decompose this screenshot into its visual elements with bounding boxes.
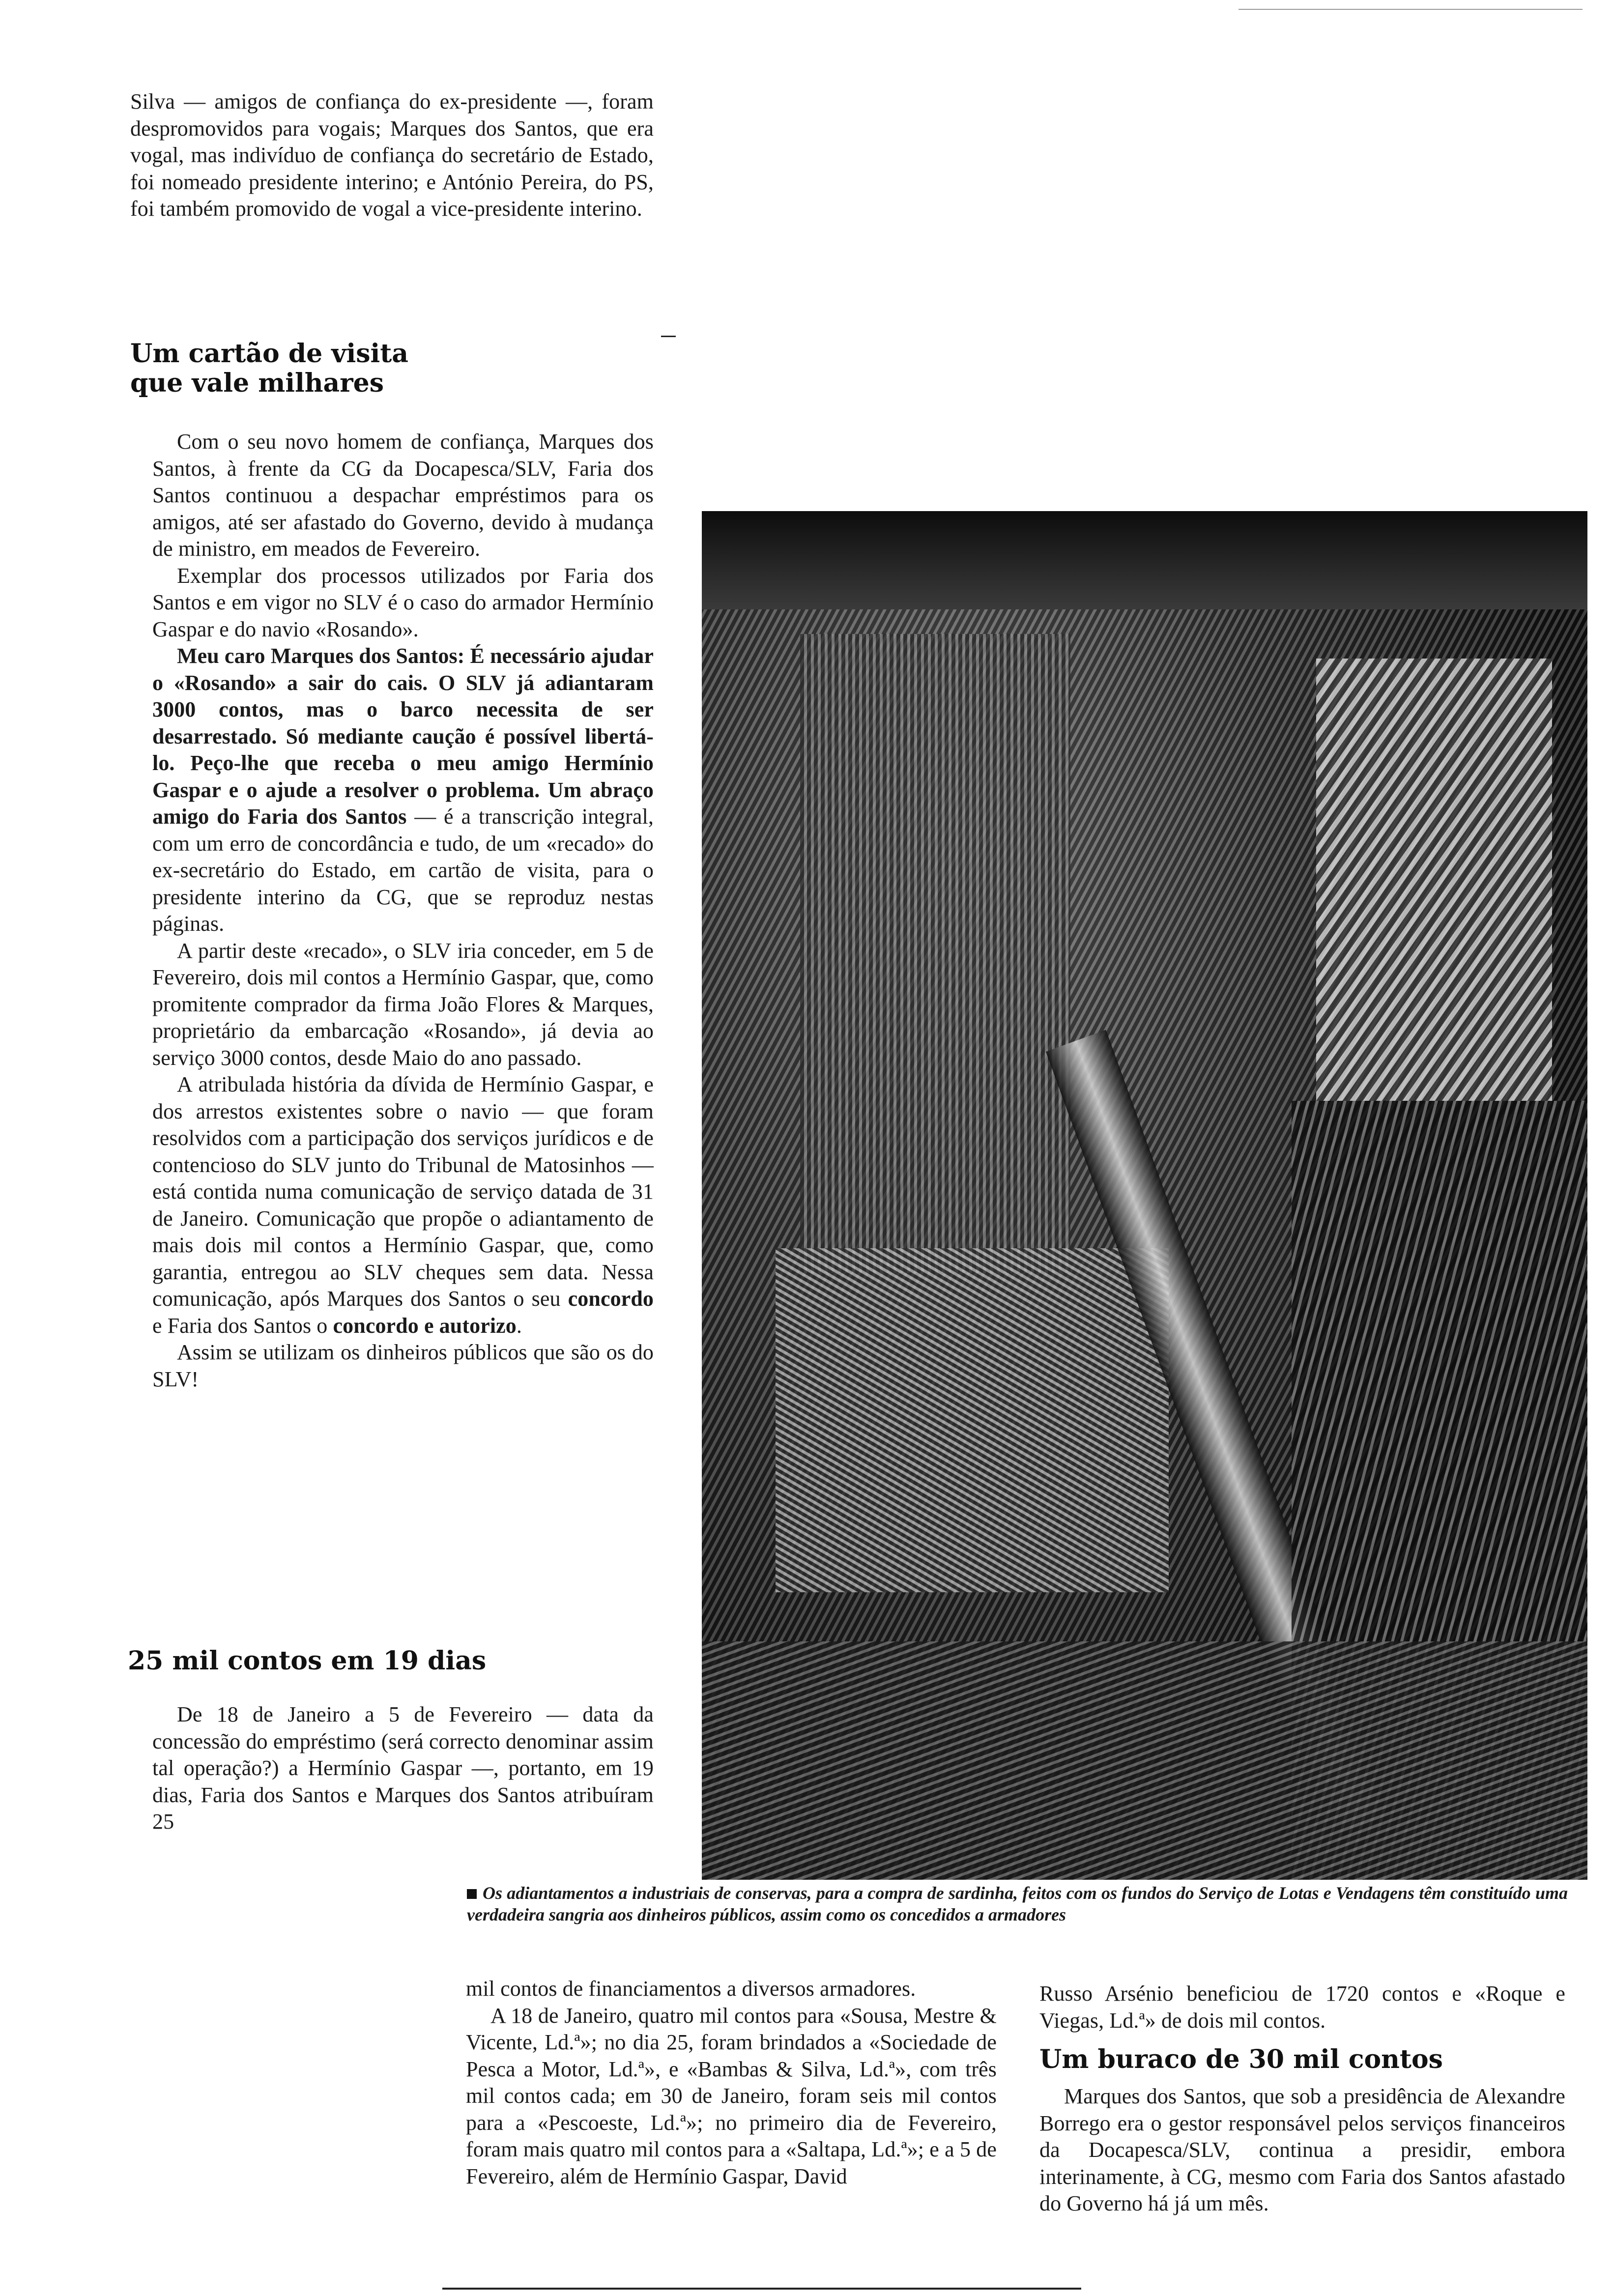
news-photograph bbox=[702, 511, 1587, 1880]
paragraph: Exemplar dos processos utilizados por Faria dos Santos e em vigor no SLV é o caso do armador Hermínio Gaspar e do navio «Rosando». bbox=[152, 563, 654, 641]
section-cartao-de-visita bbox=[130, 339, 654, 1393]
communication-text: A atribulada história da dívida de Hermínio Gaspar, e dos arrestos existentes sobre o navio — que foram resolvidos com a participação dos serviços jurídicos e de contencioso do SLV junto do Tribunal de Matosinhos — está contida numa comunicação de serviço datada de 31 de Janeiro. Comunicação que propõe o adiantamento de mais dois mil contos a Hermínio Gaspar, que, como garantia, entregou ao SLV cheques sem data. Nessa comunicação, após Marques dos Santos o seu bbox=[152, 1072, 654, 1311]
photo-caption bbox=[467, 1882, 1568, 1925]
decorative-dash bbox=[661, 336, 676, 337]
communication-text-end: . bbox=[516, 1313, 522, 1338]
paragraph: A partir deste «recado», o SLV iria conceder, em 5 de Fevereiro, dois mil contos a Hermínio Gaspar, que, como promitente comprador da firma João Flores & Marques, proprietário da embarcação «Rosando», já devia ao serviço 3000 contos, desde Maio do ano passado. bbox=[152, 938, 654, 1070]
communication-text-mid: e Faria dos Santos o bbox=[152, 1313, 333, 1338]
heading-line-1: Um cartão de visita bbox=[130, 339, 408, 369]
section-heading: 25 mil contos em 19 dias bbox=[128, 1646, 487, 1676]
paragraph-service-communication bbox=[152, 1071, 654, 1339]
paragraph: mil contos de financiamentos a diversos armadores. bbox=[466, 1977, 916, 2001]
paragraph: Russo Arsénio beneficiou de 1720 contos e «Roque e Viegas, Ld.ª» de dois mil contos. bbox=[1039, 1981, 1565, 2033]
caption-bullet-square bbox=[467, 1889, 477, 1899]
bold-word-concordo: concordo bbox=[568, 1287, 654, 1311]
paragraph: Marques dos Santos, que sob a presidência de Alexandre Borrego era o gestor responsável pelos serviços financeiros da Docapesca/SLV, continua a presidir, embora interinamente, à CG, mesmo com Faria dos Santos afastado do Governo há já um mês. bbox=[1039, 2084, 1565, 2215]
section-heading: Um buraco de 30 mil contos bbox=[1039, 2044, 1443, 2074]
bottom-rule bbox=[442, 2288, 1081, 2290]
card-quote-commentary: — é a transcrição integral, com um erro de concordância e tudo, de um «recado» do ex-secretário do Estado, em cartão de visita, para o presidente interino da CG, que se reproduz nestas páginas. bbox=[152, 804, 654, 936]
bold-words-concordo-autorizo: concordo e autorizo bbox=[333, 1313, 517, 1338]
intro-paragraph: Silva — amigos de confiança do ex-presidente —, foram despromovidos para vogais; Marques dos Santos, que era vogal, mas indivíduo de confiança do secretário de Estado, foi nomeado presidente interino; e António Pereira, do PS, foi também promovido de vogal a vice-presidente interino. bbox=[130, 89, 654, 221]
paragraph: De 18 de Janeiro a 5 de Fevereiro — data da concessão do empréstimo (será correcto denominar assim tal operação?) a Hermínio Gaspar —, portanto, em 19 dias, Faria dos Santos e Marques dos Santos atribuíram 25 bbox=[152, 1702, 654, 1834]
section-25-mil-contos bbox=[128, 1646, 654, 1836]
top-edge-rule bbox=[1238, 9, 1583, 10]
paragraph: Assim se utilizam os dinheiros públicos que são os do SLV! bbox=[152, 1340, 654, 1391]
middle-bottom-column bbox=[466, 1976, 997, 2190]
paragraph: Com o seu novo homem de confiança, Marques dos Santos, à frente da CG da Docapesca/SLV, Faria dos Santos continuou a despachar empréstimos para os amigos, até ser afastado do Governo, devido à mudança de ministro, em meados de Fevereiro. bbox=[152, 430, 654, 561]
paragraph-card-transcription bbox=[152, 643, 654, 938]
section-heading bbox=[130, 339, 654, 398]
right-bottom-column bbox=[1039, 1980, 1565, 2217]
paragraph: A 18 de Janeiro, quatro mil contos para «Sousa, Mestre & Vicente, Ld.ª»; no dia 25, foram brindados a «Sociedade de Pesca a Motor, Ld.ª», e «Bambas & Silva, Ld.ª», com três mil contos cada; em 30 de Janeiro, foram seis mil contos para a «Pescoeste, Ld.ª»; no primeiro dia de Fevereiro, foram mais quatro mil contos para a «Saltapa, Ld.ª»; e a 5 de Fevereiro, além de Hermínio Gaspar, David bbox=[466, 2003, 997, 2188]
card-quote: Meu caro Marques dos Santos: É necessário ajudar o «Rosando» a sair do cais. O SLV já adiantaram 3000 contos, mas o barco necessita de ser desarrestado. Só mediante caução é possível libertá-lo. Peço-lhe que receba o meu amigo Hermínio Gaspar e o ajude a resolver o problema. Um abraço amigo do Faria dos Santos bbox=[152, 644, 654, 829]
intro-column bbox=[130, 88, 654, 223]
heading-line-2: que vale milhares bbox=[130, 368, 384, 398]
caption-text: Os adiantamentos a industriais de conservas, para a compra de sardinha, feitos com os fundos do Serviço de Lotas e Vendagens têm constituído uma verdadeira sangria aos dinheiros públicos, assim como os concedidos a armadores bbox=[467, 1883, 1568, 1924]
